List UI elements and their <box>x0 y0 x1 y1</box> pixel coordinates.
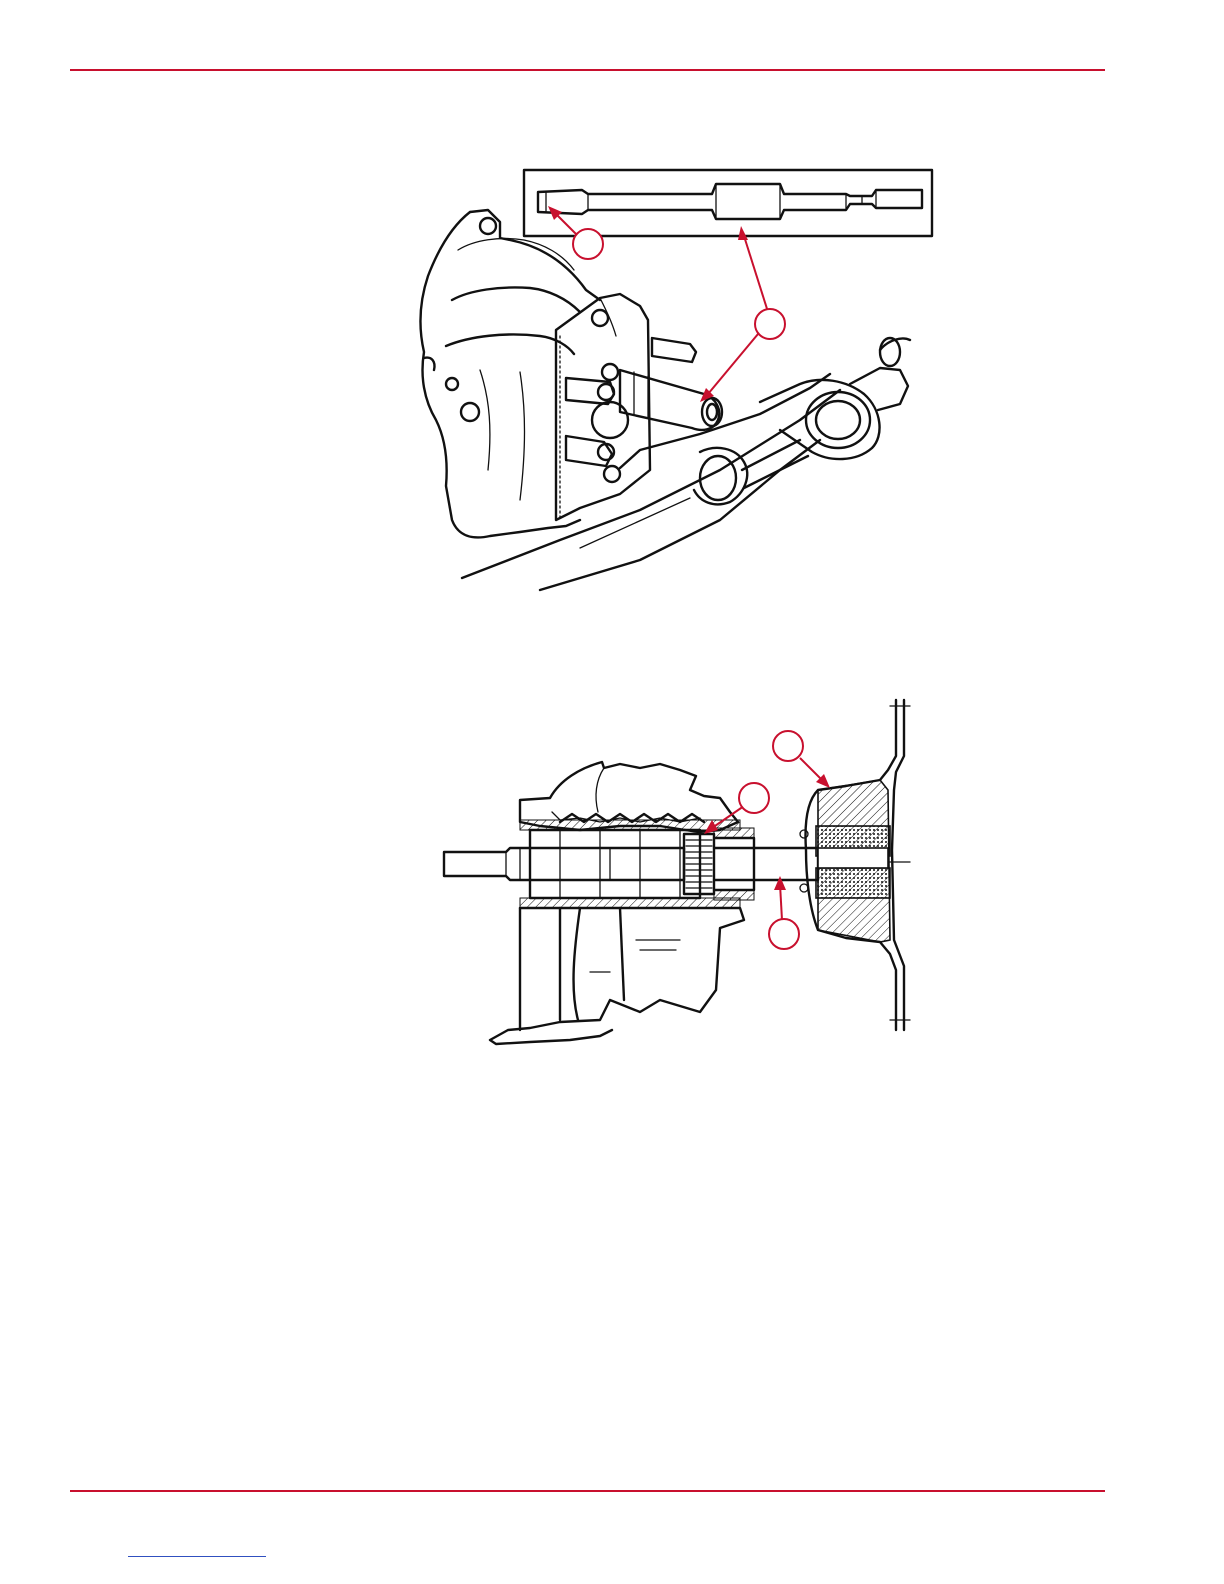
torn-housing <box>490 762 744 1044</box>
figure-1-propeller-shaft-removal <box>421 170 932 590</box>
propeller-shaft <box>444 848 818 880</box>
callout-2 <box>755 309 785 339</box>
puller-sleeve <box>620 370 722 430</box>
studs <box>566 338 696 466</box>
figure-2-shaft-cross-section <box>444 700 910 1044</box>
shaft-inset <box>524 170 932 236</box>
figure-2-callouts <box>704 731 830 949</box>
callout-5 <box>769 919 799 949</box>
callout-3 <box>773 731 803 761</box>
callout-4 <box>739 783 769 813</box>
footer-link-underline[interactable] <box>128 1556 266 1557</box>
footer-rule <box>70 1490 1105 1492</box>
callout-1 <box>573 229 603 259</box>
gear-housing <box>421 210 650 537</box>
puller-plate <box>800 700 910 1030</box>
slide-hammer <box>462 338 910 590</box>
